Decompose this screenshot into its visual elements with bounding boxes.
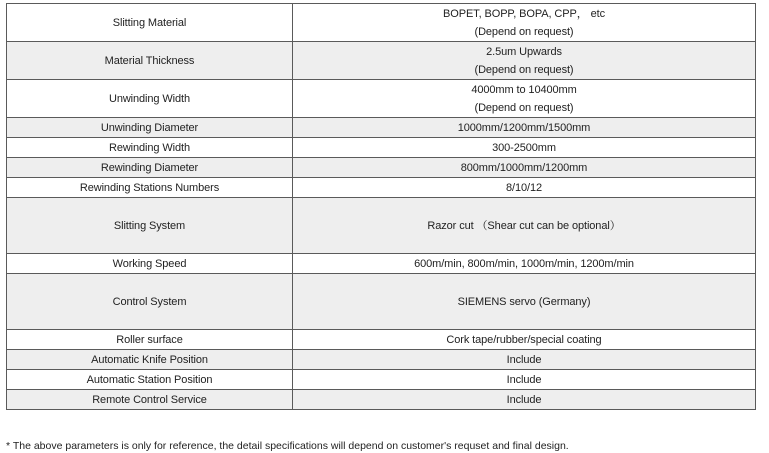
row-value: SIEMENS servo (Germany) [293, 274, 756, 330]
table-row [7, 158, 756, 178]
row-value: Include [293, 390, 756, 410]
table-row [7, 274, 756, 330]
row-label: Remote Control Service [7, 390, 293, 410]
row-label: Working Speed [7, 254, 293, 274]
row-value: 800mm/1000mm/1200mm [293, 158, 756, 178]
row-value: Cork tape/rubber/special coating [293, 330, 756, 350]
table-row [7, 138, 756, 158]
spec-table [6, 3, 756, 410]
row-value [293, 4, 756, 42]
table-row [7, 80, 756, 118]
row-value-line2: (Depend on request) [474, 25, 574, 38]
row-value: 600m/min, 800m/min, 1000m/min, 1200m/min [293, 254, 756, 274]
row-label: Automatic Station Position [7, 370, 293, 390]
row-value: 8/10/12 [293, 178, 756, 198]
table-row [7, 330, 756, 350]
row-value: Include [293, 350, 756, 370]
table-row [7, 390, 756, 410]
row-label: Roller surface [7, 330, 293, 350]
footnote: * The above parameters is only for reference, the detail specifications will depend on customer's requset and final design. [6, 440, 569, 452]
row-value-line2: (Depend on request) [474, 63, 574, 76]
row-label: Slitting Material [7, 4, 293, 42]
table-row [7, 4, 756, 42]
row-label: Slitting System [7, 198, 293, 254]
row-label: Unwinding Diameter [7, 118, 293, 138]
row-value-line1: BOPET, BOPP, BOPA, CPP， etc [443, 7, 605, 20]
row-label: Rewinding Width [7, 138, 293, 158]
row-value: 1000mm/1200mm/1500mm [293, 118, 756, 138]
table-row [7, 254, 756, 274]
row-value: Include [293, 370, 756, 390]
row-value-line2: (Depend on request) [474, 101, 574, 114]
table-row [7, 370, 756, 390]
row-label: Material Thickness [7, 42, 293, 80]
row-label: Rewinding Diameter [7, 158, 293, 178]
row-value-line1: 4000mm to 10400mm [471, 83, 577, 96]
row-label: Unwinding Width [7, 80, 293, 118]
row-value: 300-2500mm [293, 138, 756, 158]
table-row [7, 42, 756, 80]
table-row [7, 198, 756, 254]
row-value-line1: 2.5um Upwards [486, 45, 562, 58]
row-value [293, 42, 756, 80]
row-value: Razor cut （Shear cut can be optional） [293, 198, 756, 254]
row-value [293, 80, 756, 118]
table-row [7, 350, 756, 370]
table-row [7, 178, 756, 198]
row-label: Rewinding Stations Numbers [7, 178, 293, 198]
row-label: Control System [7, 274, 293, 330]
table-row [7, 118, 756, 138]
row-label: Automatic Knife Position [7, 350, 293, 370]
